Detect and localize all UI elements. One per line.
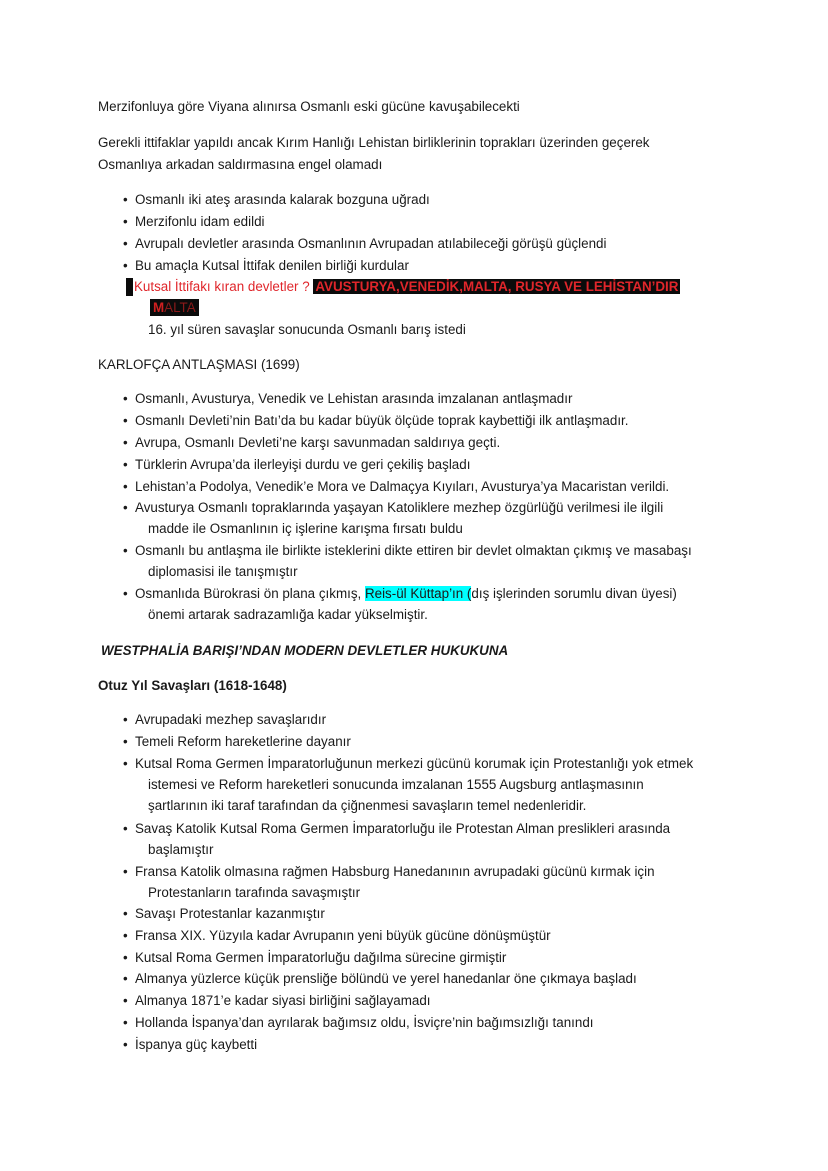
list-item-continuation: istemesi ve Reform hareketleri sonucunda imzalanan 1555 Augsburg antlaşmasının (148, 777, 644, 792)
peace-note: 16. yıl süren savaşlar sonucunda Osmanlı barış istedi (148, 322, 466, 337)
list-item: • Kutsal Roma Germen İmparatorluğunun merkezi gücünü korumak için Protestanlığı yok etmek (124, 755, 693, 773)
list-item: • Kutsal Roma Germen İmparatorluğu dağılma sürecine girmiştir (124, 949, 506, 967)
list-item: • Osmanlı, Avusturya, Venedik ve Lehistan arasında imzalanan antlaşmadır (124, 390, 572, 408)
list-item-continuation: başlamıştır (148, 842, 214, 857)
list-item-continuation: diplomasisi ile tanışmıştır (148, 564, 298, 579)
list-item: • Temeli Reform hareketlerine dayanır (124, 733, 351, 751)
intro-paragraph-2-line-2: Osmanlıya arkadan saldırmasına engel olamadı (98, 157, 383, 172)
malta-highlight: MALTA (150, 299, 199, 316)
list-item: • Avusturya Osmanlı topraklarında yaşayan Katoliklere mezhep özgürlüğü verilmesi ile ilgili (124, 499, 663, 517)
westphalia-heading: WESTPHALİA BARIŞI’NDAN MODERN DEVLETLER HUKUKUNA (101, 643, 509, 658)
list-item: • Fransa Katolik olmasına rağmen Habsburg Hanedanının avrupadaki gücünü kırmak için (124, 863, 655, 881)
list-item-continuation: şartlarının iki taraf tarafından da çiğnenmesi savaşların temel nedenleridir. (148, 798, 587, 813)
list-item: • Almanya 1871’e kadar siyasi birliğini sağlayamadı (124, 992, 431, 1010)
list-item: • Savaş Katolik Kutsal Roma Germen İmparatorluğu ile Protestan Alman preslikleri arasında (124, 820, 670, 838)
list-item: • Hollanda İspanya’dan ayrılarak bağımsız oldu, İsviçre’nin bağımsızlığı tanındı (124, 1014, 594, 1032)
malta-line (150, 299, 199, 317)
list-item: • Lehistan’a Podolya, Venedik’e Mora ve Dalmaçya Kıyıları, Avusturya’ya Macaristan verildi. (124, 478, 669, 496)
intro-paragraph-1: Merzifonluya göre Viyana alınırsa Osmanlı eski gücüne kavuşabilecekti (98, 99, 520, 114)
list-item: • Türklerin Avrupa’da ilerleyişi durdu ve geri çekiliş başladı (124, 456, 470, 474)
intro-paragraph-2-line-1: Gerekli ittifaklar yapıldı ancak Kırım Hanlığı Lehistan birliklerinin toprakları üzerinden geçerek (98, 135, 650, 150)
list-item: • Osmanlı bu antlaşma ile birlikte isteklerini dikte ettiren bir devlet olmaktan çıkmış ve masabaşı (124, 542, 692, 560)
list-item: • Osmanlı iki ateş arasında kalarak bozguna uğradı (124, 191, 430, 209)
list-item: • Avrupalı devletler arasında Osmanlının Avrupadan atılabileceği görüşü güçlendi (124, 235, 606, 253)
list-item: • Osmanlıda Bürokrasi ön plana çıkmış, Reis-ül Küttap’ın (dış işlerinden sorumlu divan üyesi) (124, 585, 677, 603)
karlofca-heading: KARLOFÇA ANTLAŞMASI (1699) (98, 357, 300, 372)
black-marker (126, 278, 133, 296)
list-item: • Avrupadaki mezhep savaşlarıdır (124, 711, 326, 729)
list-item: • Osmanlı Devleti’nin Batı’da bu kadar büyük ölçüde toprak kaybettiği ilk antlaşmadır. (124, 412, 628, 430)
list-item: • Merzifonlu idam edildi (124, 213, 265, 231)
list-item-continuation: madde ile Osmanlının iç işlerine karışma fırsatı buldu (148, 521, 463, 536)
cyan-highlight: Reis-ül Küttap’ın ( (364, 586, 472, 601)
list-item-continuation: önemi artarak sadrazamlığa kadar yükselmiştir. (148, 607, 428, 622)
list-item: • Almanya yüzlerce küçük prensliğe bölündü ve yerel hanedanlar öne çıkmaya başladı (124, 970, 637, 988)
question-line (126, 278, 680, 296)
list-item-continuation: Protestanların tarafında savaşmıştır (148, 885, 361, 900)
list-item: • Fransa XIX. Yüzyıla kadar Avrupanın yeni büyük gücüne dönüşmüştür (124, 927, 551, 945)
thirty-years-war-heading: Otuz Yıl Savaşları (1618-1648) (98, 678, 287, 693)
question-label: Kutsal İttifakı kıran devletler ? (134, 279, 314, 294)
list-item: • Savaşı Protestanlar kazanmıştır (124, 905, 325, 923)
question-answer-highlight: AVUSTURYA,VENEDİK,MALTA, RUSYA VE LEHİSTAN’DIR (315, 279, 679, 294)
list-item: • İspanya güç kaybetti (124, 1036, 257, 1054)
list-item: • Avrupa, Osmanlı Devleti’ne karşı savunmadan saldırıya geçti. (124, 434, 500, 452)
list-item: • Bu amaçla Kutsal İttifak denilen birliği kurdular (124, 257, 409, 275)
